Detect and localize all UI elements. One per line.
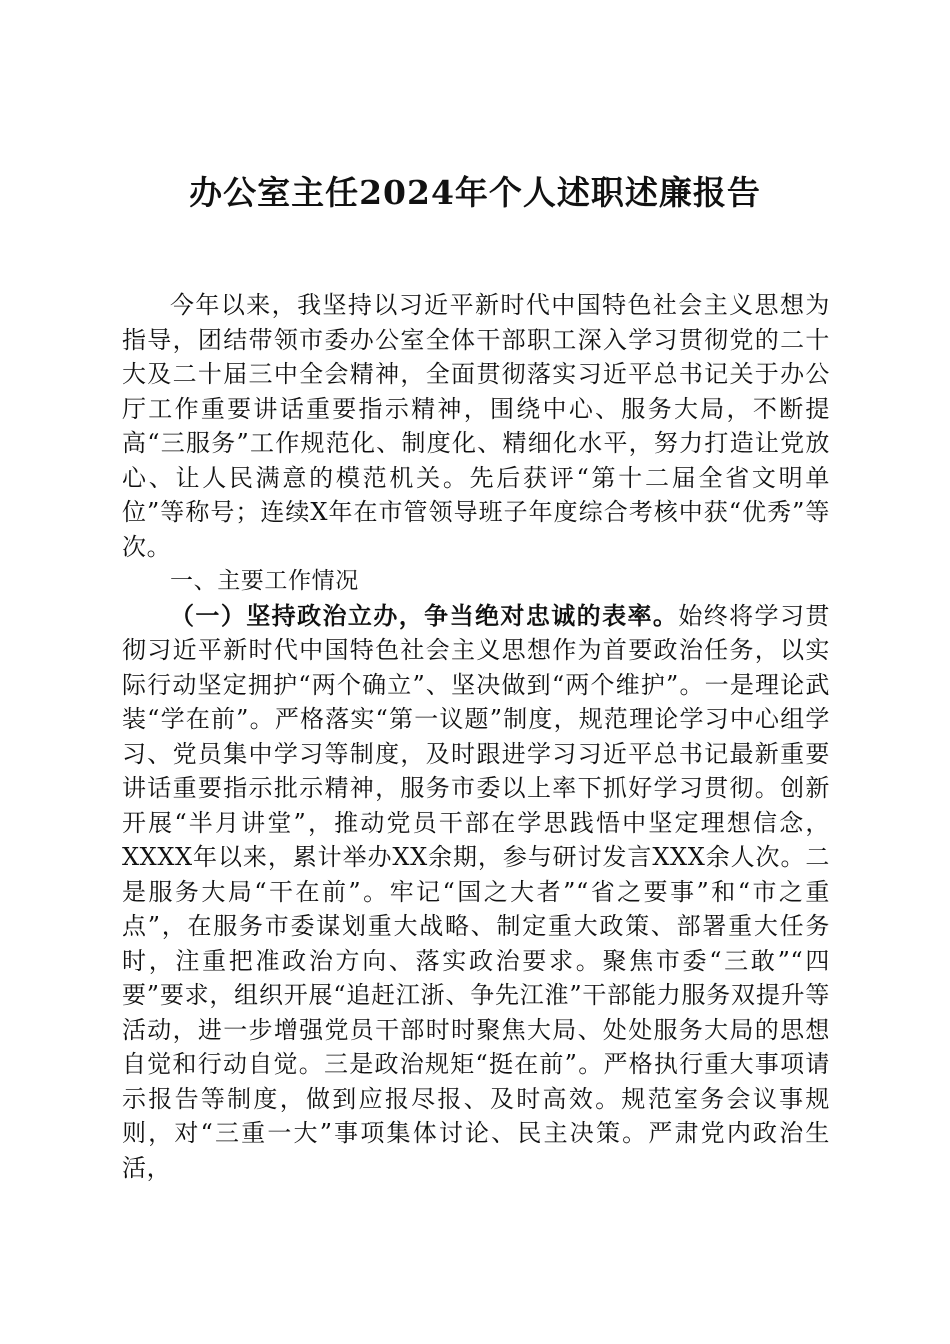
section-heading: 一、主要工作情况 bbox=[170, 568, 359, 594]
document-body bbox=[122, 288, 830, 1185]
document-title: 办公室主任2024年个人述职述廉报告 bbox=[189, 173, 761, 212]
subsection-body: 始终将学习贯彻习近平新时代中国特色社会主义思想作为首要政治任务，以实际行动坚定拥护“两个确立”、坚决做到“两个维护”。一是理论武装“学在前”。严格落实“第一议题”制度，规范理论学习中心组学习、党员集中学习等制度，及时跟进学习习近平总书记最新重要讲话重要指示批示精神，服务市委以上率下抓好学习贯彻。创新开展“半月讲堂”，推动党员干部在学思践悟中坚定理想信念，XXXX年以来，累计举办XX余期，参与研讨发言XXX余人次。二是服务大局“干在前”。牢记“国之大者”“省之要事”和“市之重点”，在服务市委谋划重大战略、制定重大政策、部署重大任务时，注重把准政治方向、落实政治要求。聚焦市委“三敢”“四要”要求，组织开展“追赶江浙、争先江淮”干部能力服务双提升等活动，进一步增强党员干部时时聚焦大局、处处服务大局的思想自觉和行动自觉。三是政治规矩“挺在前”。严格执行重大事项请示报告等制度，做到应报尽报、及时高效。规范室务会议事规则，对“三重一大”事项集体讨论、民主决策。严肃党内政治生活， bbox=[122, 601, 830, 1182]
intro-paragraph: 今年以来，我坚持以习近平新时代中国特色社会主义思想为指导，团结带领市委办公室全体干部职工深入学习贯彻党的二十大及二十届三中全会精神，全面贯彻落实习近平总书记关于办公厅工作重要讲话重要指示精神，围绕中心、服务大局，不断提高“三服务”工作规范化、制度化、精细化水平，努力打造让党放心、让人民满意的模范机关。先后获评“第十二届全省文明单位”等称号；连续X年在市管领导班子年度综合考核中获“优秀”等次。 bbox=[122, 291, 830, 561]
subsection-paragraph bbox=[122, 599, 830, 1186]
subsection-heading: （一）坚持政治立办，争当绝对忠诚的表率。 bbox=[170, 600, 679, 630]
